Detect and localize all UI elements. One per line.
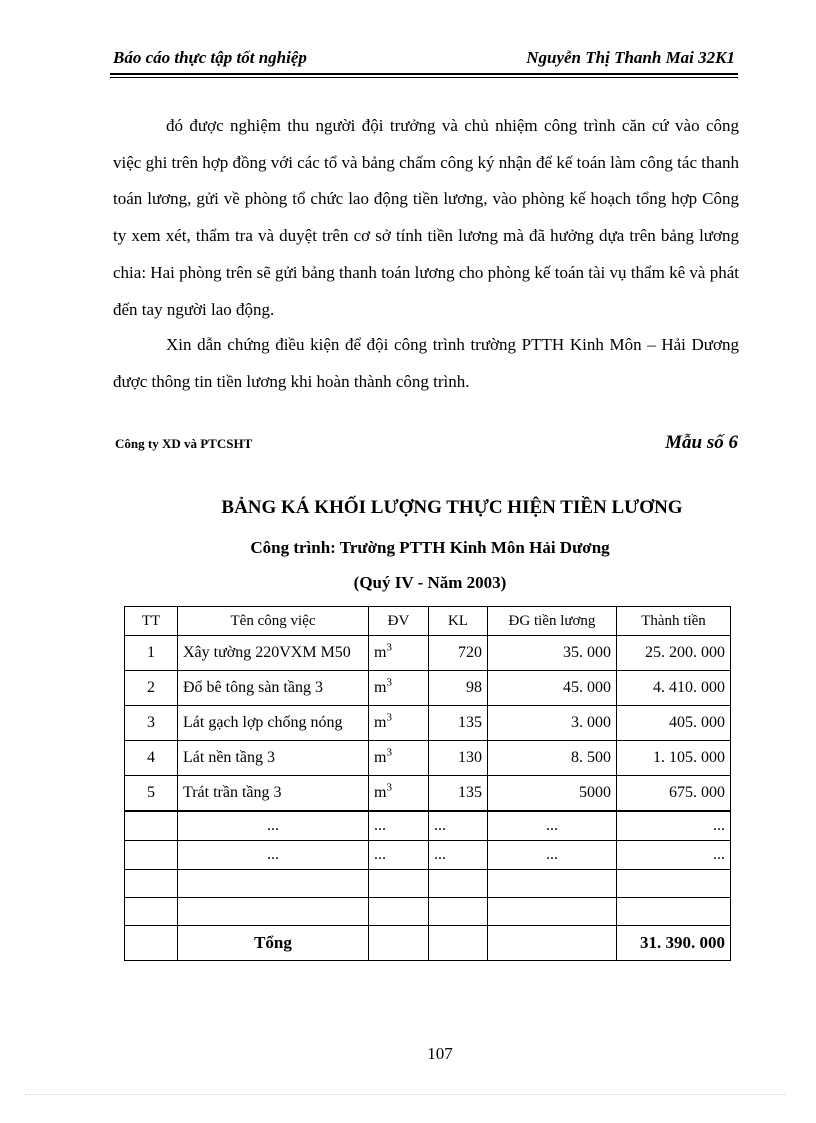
cell-tt: 3 (125, 706, 178, 741)
table-row (125, 776, 731, 812)
col-header-amount: Thành tiền (617, 607, 731, 636)
cell-unit-wage: ... (488, 841, 617, 870)
page-number: 107 (427, 1044, 453, 1063)
cell-task: Lát gạch lợp chống nóng (178, 706, 369, 741)
cell-quantity: 130 (429, 741, 488, 776)
cell-unit-wage: 3. 000 (488, 706, 617, 741)
cell-unit-wage: 8. 500 (488, 741, 617, 776)
cell-unit: $m^3$ (369, 671, 429, 706)
cell-task: ... (178, 841, 369, 870)
total-amount: 31. 390. 000 (617, 926, 731, 961)
table-row-ellipsis (125, 841, 731, 870)
cell-quantity: 135 (429, 776, 488, 812)
cell-tt: 2 (125, 671, 178, 706)
cell-quantity: 98 (429, 671, 488, 706)
author-name: Nguyễn Thị Thanh Mai 32K1 (526, 48, 735, 67)
table-row (125, 636, 731, 671)
cell-quantity: 720 (429, 636, 488, 671)
col-header-task: Tên công việc (178, 607, 369, 636)
cell-unit: $m^3$ (369, 741, 429, 776)
cell-tt: 1 (125, 636, 178, 671)
col-header-tt: TT (125, 607, 178, 636)
cell-amount: ... (617, 841, 731, 870)
table-row-ellipsis (125, 811, 731, 841)
cell-tt (125, 811, 178, 841)
col-header-unit-wage: ĐG tiền lương (488, 607, 617, 636)
cell-unit-wage: ... (488, 811, 617, 841)
cell-unit: $m^3$ (369, 776, 429, 812)
cell-tt: 4 (125, 741, 178, 776)
col-header-quantity: KL (429, 607, 488, 636)
cell-unit: $m^3$ (369, 636, 429, 671)
table-row-empty (125, 870, 731, 898)
cell-amount: 4. 410. 000 (617, 671, 731, 706)
cell-unit: ... (369, 811, 429, 841)
cell-task: Xây tường 220VXM M50 (178, 636, 369, 671)
header-rule-thin (110, 77, 738, 78)
col-header-unit: ĐV (369, 607, 429, 636)
cell-task: ... (178, 811, 369, 841)
table-title: BẢNG KÁ KHỐI LƯỢNG THỰC HIỆN TIỀN LƯƠNG (221, 497, 683, 518)
cell-task: Trát trần tầng 3 (178, 776, 369, 812)
period-label: (Quý IV - Năm 2003) (353, 573, 507, 592)
work-volume-table (124, 606, 731, 961)
table-header-row (125, 607, 731, 636)
company-name: Công ty XD và PTCSHT (115, 436, 253, 451)
cell-amount: 25. 200. 000 (617, 636, 731, 671)
cell-unit-wage: 5000 (488, 776, 617, 812)
form-number: Mẫu số 6 (665, 432, 738, 453)
cell-unit: $m^3$ (369, 706, 429, 741)
table-row (125, 741, 731, 776)
report-title: Báo cáo thực tập tốt nghiệp (113, 48, 307, 67)
body-paragraph-2: Xin dẫn chứng điều kiện để đội công trình trường PTTH Kinh Môn – Hải Dương được thông tin tiền lương khi hoàn thành công trình. (113, 335, 739, 391)
table-row (125, 706, 731, 741)
cell-unit: ... (369, 841, 429, 870)
table-row (125, 671, 731, 706)
table-total-row (125, 926, 731, 961)
cell-amount: ... (617, 811, 731, 841)
footer-rule (25, 1094, 785, 1095)
header-rule (110, 73, 738, 75)
cell-quantity: ... (429, 841, 488, 870)
cell-unit-wage: 45. 000 (488, 671, 617, 706)
table-row-empty (125, 898, 731, 926)
cell-task: Đổ bê tông sàn tầng 3 (178, 671, 369, 706)
page-header (113, 48, 735, 68)
total-label: Tổng (178, 926, 369, 961)
cell-quantity: 135 (429, 706, 488, 741)
cell-unit-wage: 35. 000 (488, 636, 617, 671)
project-subtitle: Công trình: Trường PTTH Kinh Môn Hải Dương (250, 538, 610, 557)
cell-tt (125, 841, 178, 870)
cell-tt: 5 (125, 776, 178, 812)
cell-amount: 1. 105. 000 (617, 741, 731, 776)
cell-task: Lát nền tầng 3 (178, 741, 369, 776)
cell-quantity: ... (429, 811, 488, 841)
body-paragraph-1: đó được nghiệm thu người đội trưởng và chủ nhiệm công trình căn cứ vào công việc ghi trên hợp đồng với các tổ và bảng chấm công ký nhận để kế toán làm công tác thanh toán lương, gửi về phòng tổ chức lao động tiền lương, vào phòng kế hoạch tổng hợp Công ty xem xét, thẩm tra và duyệt trên cơ sở tính tiền lương mà đã hưởng dựa trên bảng lương chia: Hai phòng trên sẽ gửi bảng thanh toán lương cho phòng kế toán tài vụ thẩm kê và phát đến tay người lao động. (113, 116, 740, 319)
cell-amount: 675. 000 (617, 776, 731, 812)
cell-amount: 405. 000 (617, 706, 731, 741)
